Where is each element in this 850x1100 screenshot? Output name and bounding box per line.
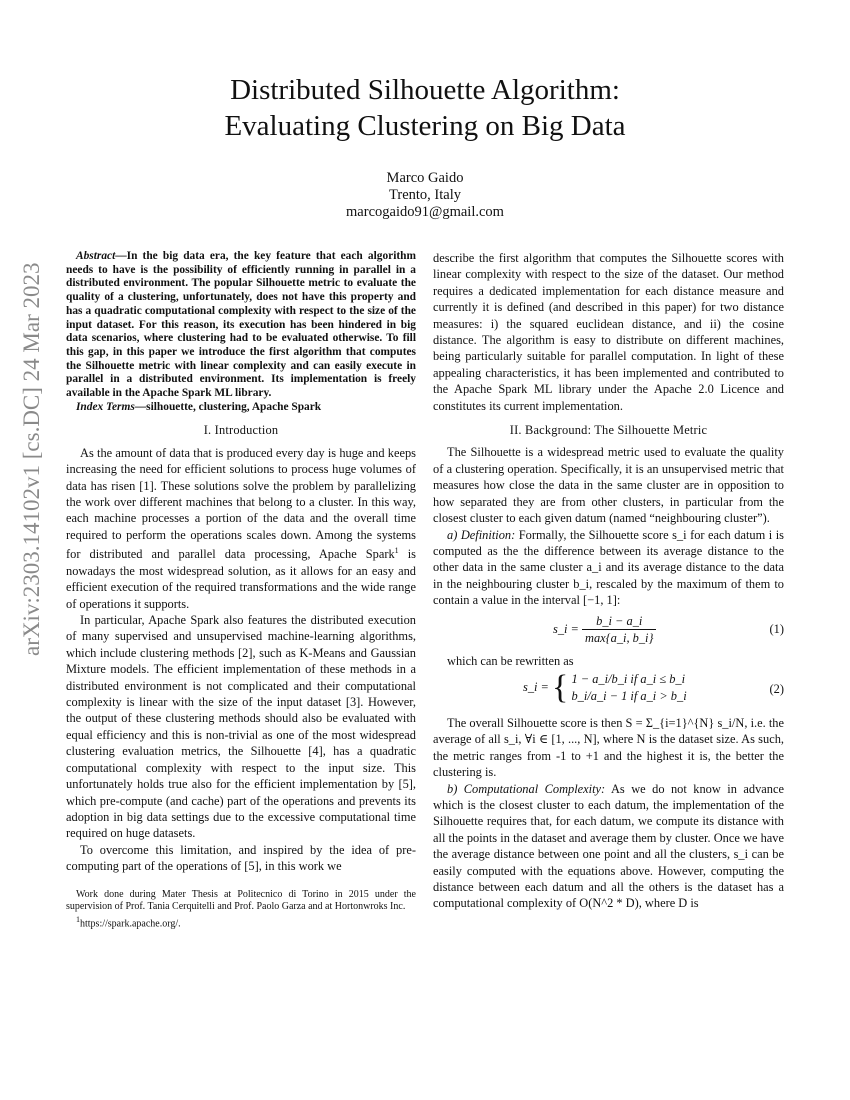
- intro-paragraph-2: In particular, Apache Spark also features the distributed execution of many supervised and unsupervised machine-learning algorithms, which include clustering methods [2], such as K-Means and Gaussian Mixture models. The efficient implementation of these methods in a distributed environment is not complicated and their computational complexity is linear with the size of the input dataset [3]. However, the output of these clustering methods should also be evaluated with equal efficiency and this is non-trivial as one of the most widespread clustering evaluation metrics, the Silhouette [4], has a quadratic computational complexity with respect to the input size. This unfortunately holds true also for the efficient implementation by [5], which pre-compute (and cache) part of the operations and prevents its adoption in big data settings due to the excessive computational time required on huge datasets.: [66, 613, 416, 841]
- section-1-heading: I. Introduction: [203, 423, 279, 438]
- footnote-1-mark: 1: [76, 914, 80, 924]
- left-column: [66, 250, 416, 930]
- index-terms-label: Index Terms: [76, 400, 135, 413]
- complexity-label: b) Computational Complexity:: [447, 781, 606, 796]
- paper-title: [0, 72, 850, 144]
- intro-paragraph-1a: As the amount of data that is produced every day is huge and keeps increasing the need for efficient solutions to process huge volumes of data has risen [1]. These solutions solve the problem by parallelizing the work over different machines that belong to a cluster. In this way, each machine processes a portion of the data and the overall time required to perform the operations scales down. Among the systems for distributed and parallel data processing, Apache Spark: [66, 445, 416, 562]
- definition-text: Formally, the Silhouette score s_i for each datum i is computed as the the difference between its average distance to the other data in the same cluster a_i and its average distance to the data in the neighbouring cluster b_i, rescaled by the maximum of them to contain a value in the interval [−1, 1]:: [433, 527, 784, 608]
- intro-paragraph-3: To overcome this limitation, and inspired by the idea of pre-computing part of the operations of [5], in this work we: [66, 842, 416, 874]
- background-paragraph-1: The Silhouette is a widespread metric used to evaluate the quality of a clustering operation. Specifically, it is an unsupervised metric that measures how close the data in the same cluster are in opposition to how separated they are from other clusters, in particular from the closest cluster to each given datum (named “neighbouring cluster”).: [433, 445, 784, 526]
- right-column: [433, 250, 784, 912]
- equation-1-denominator: max{a_i, b_i}: [585, 630, 654, 645]
- equation-2-number: (2): [769, 681, 784, 696]
- footnote-1-link[interactable]: https://spark.apache.org/.: [80, 917, 181, 929]
- equation-1: [433, 609, 784, 653]
- complexity-paragraph: [433, 781, 784, 912]
- section-2-heading: II. Background: The Silhouette Metric: [509, 423, 708, 438]
- equation-2: [433, 669, 784, 715]
- index-terms: [66, 401, 416, 415]
- title-line-1: Distributed Silhouette Algorithm:: [230, 74, 620, 106]
- definition-label: a) Definition:: [447, 527, 516, 542]
- equation-1-numerator: b_i − a_i: [582, 613, 656, 630]
- overall-score-paragraph: The overall Silhouette score is then S = Σ_{i=1}^{N} s_i/N, i.e. the average of all s_i, ∀i ∈ [1, ..., N], where N is the dataset size. As such, the metric ranges from -1 to +1 and the highest it is, the better the clustering is.: [433, 715, 784, 780]
- equation-2-case-1: 1 − a_i/b_i if a_i ≤ b_i: [571, 671, 686, 686]
- arxiv-identifier-stamp: arXiv:2303.14102v1 [cs.DC] 24 Mar 2023: [19, 262, 44, 656]
- equation-2-case-2: b_i/a_i − 1 if a_i > b_i: [571, 688, 687, 703]
- equation-1-number: (1): [769, 621, 784, 636]
- complexity-text: As we do not know in advance which is the closest cluster to each datum, the implementation of the Silhouette requires that, for each datum, we compute its distance with all the points in the dataset and average them by cluster. Once we have the average distance between one point and all the clusters, s_i can be easily computed with the equations above. However, computing the distance between each datum and all the others is the dataset has a computational complexity of O(N^2 * D), where D is: [433, 781, 784, 911]
- footnote-1: [66, 914, 416, 931]
- footnote-work: Work done during Mater Thesis at Politecnico di Torino in 2015 under the supervision of Prof. Tania Cerquitelli and Prof. Paolo Garza and at Hortonwroks Inc.: [66, 888, 416, 913]
- footnote-ref-1[interactable]: 1: [394, 546, 399, 556]
- equation-2-brace: {: [552, 668, 569, 706]
- author-block: [0, 170, 850, 221]
- intro-paragraph-1b: is nowadays the most widespread solution, as it allows for an easy and efficient execution of the required transformations and the wide range of operations it supports.: [66, 547, 416, 611]
- equation-1-lhs: s_i =: [553, 621, 579, 636]
- intro-paragraph-1: [66, 445, 416, 612]
- abstract-label: Abstract: [76, 250, 116, 262]
- equation-2-lhs: s_i =: [523, 679, 549, 694]
- definition-paragraph: [433, 527, 784, 609]
- abstract: [66, 250, 416, 401]
- author-location: Trento, Italy: [389, 187, 461, 203]
- equation-1-fraction: [582, 613, 656, 647]
- rewritten-text: which can be rewritten as: [447, 653, 574, 668]
- index-terms-text: —silhouette, clustering, Apache Spark: [134, 400, 322, 413]
- title-line-2: Evaluating Clustering on Big Data: [224, 110, 626, 142]
- abstract-text: —In the big data era, the key feature that each algorithm needs to have is the possibility of efficiently running in parallel in a distributed environment. The popular Silhouette metric to evaluate the quality of a clustering, unfortunately, does not have this property and has a quadratic computational complexity with respect to the size of the input dataset. For this reason, its execution has been hindered in big data scenarios, where clustering had to be evaluated otherwise. To fill this gap, in this paper we introduce the first algorithm that computes the Silhouette metric with linear complexity and can easily execute in parallel in a distributed environment. Its implementation is freely available in the Apache Spark ML library.: [66, 250, 416, 400]
- right-paragraph-1: describe the first algorithm that computes the Silhouette scores with linear complexity with respect to the size of the dataset. Our method requires a dedicated implementation for each distance measure and currently it is defined (and described in this paper) for two distance measures: i) the squared euclidean distance, and ii) the cosine distance. The algorithm is easy to distribute on different machines, being particularly suitable for parallel computation. In light of these appealing characteristics, it has been implemented and contributed to the Apache Spark ML library under the Apache 2.0 Licence and constitutes its current implementation.: [433, 251, 784, 413]
- author-name: Marco Gaido: [386, 170, 464, 186]
- author-email[interactable]: marcogaido91@gmail.com: [346, 204, 504, 220]
